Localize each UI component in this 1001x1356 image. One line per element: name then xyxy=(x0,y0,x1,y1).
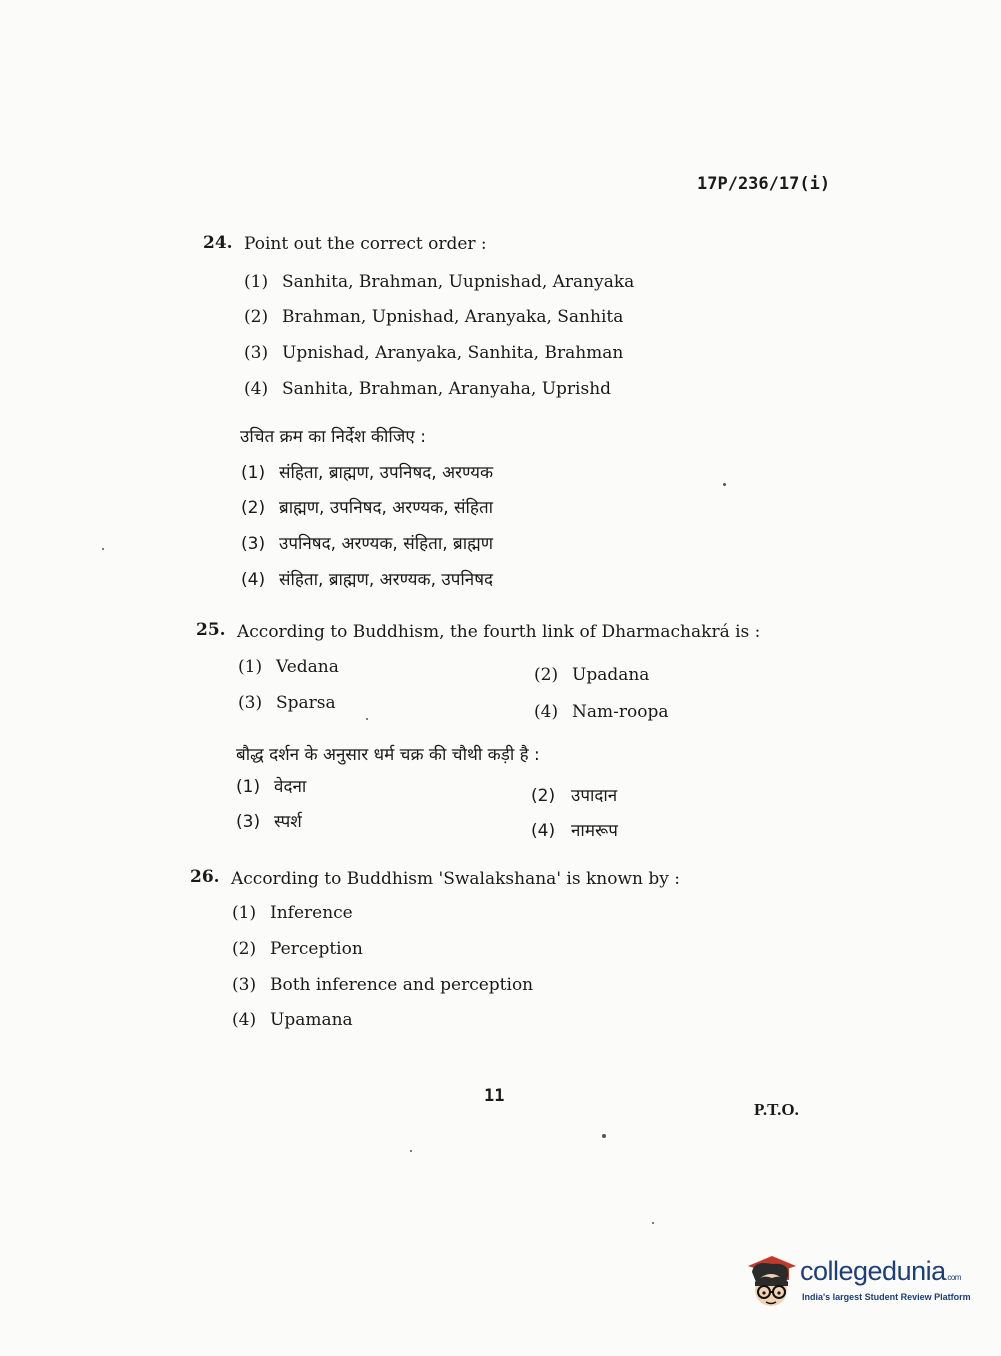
option-hi: (4) संहिता, ब्राह्मण, अरण्यक, उपनिषद xyxy=(241,570,494,590)
question-text-en: According to Buddhism 'Swalakshana' is known by : xyxy=(231,869,680,889)
question-text-en: According to Buddhism, the fourth link of Dharmachakrá is : xyxy=(237,622,761,642)
option-hi: (1) वेदना xyxy=(236,777,307,797)
option: (1) Vedana xyxy=(238,657,339,677)
option: (2) Upadana xyxy=(534,665,650,685)
option-hi: (2) ब्राह्मण, उपनिषद, अरण्यक, संहिता xyxy=(241,498,494,518)
option-hi: (1) संहिता, ब्राह्मण, उपनिषद, अरण्यक xyxy=(241,463,494,483)
scan-speck xyxy=(723,483,726,486)
question-number: 25. xyxy=(196,620,226,640)
collegedunia-logo xyxy=(742,1252,972,1310)
option: (2) Brahman, Upnishad, Aranyaka, Sanhita xyxy=(244,307,624,327)
logo-wordmark: collegedunia.com xyxy=(800,1256,961,1286)
option-hi: (3) स्पर्श xyxy=(236,812,302,832)
paper-code: 17P/236/17(i) xyxy=(697,174,831,194)
option: (3) Upnishad, Aranyaka, Sanhita, Brahman xyxy=(244,343,624,363)
scan-speck xyxy=(102,548,104,550)
option: (4) Upamana xyxy=(232,1010,353,1030)
option: (1) Inference xyxy=(232,903,353,923)
question-text-en: Point out the correct order : xyxy=(244,234,487,254)
scan-speck xyxy=(366,718,368,720)
logo-tagline: India's largest Student Review Platform xyxy=(802,1292,971,1302)
option: (4) Nam-roopa xyxy=(534,702,669,722)
question-number: 26. xyxy=(190,867,220,887)
scan-speck xyxy=(652,1222,654,1224)
option-hi: (3) उपनिषद, अरण्यक, संहिता, ब्राह्मण xyxy=(241,534,494,554)
option: (2) Perception xyxy=(232,939,363,959)
option: (1) Sanhita, Brahman, Uupnishad, Aranyaka xyxy=(244,272,635,292)
scan-speck xyxy=(410,1150,412,1152)
question-text-hi: बौद्ध दर्शन के अनुसार धर्म चक्र की चौथी कड़ी है : xyxy=(236,745,540,765)
scan-speck xyxy=(602,1134,606,1138)
pto-label: P.T.O. xyxy=(754,1100,799,1119)
page-number: 11 xyxy=(484,1086,505,1106)
question-number: 24. xyxy=(203,233,233,253)
option-hi: (4) नामरूप xyxy=(531,821,618,841)
option: (4) Sanhita, Brahman, Aranyaha, Uprishd xyxy=(244,379,612,399)
option: (3) Sparsa xyxy=(238,693,336,713)
option: (3) Both inference and perception xyxy=(232,975,534,995)
question-text-hi: उचित क्रम का निर्देश कीजिए : xyxy=(240,427,426,447)
option-hi: (2) उपादान xyxy=(531,786,618,806)
mascot-icon xyxy=(742,1252,800,1310)
